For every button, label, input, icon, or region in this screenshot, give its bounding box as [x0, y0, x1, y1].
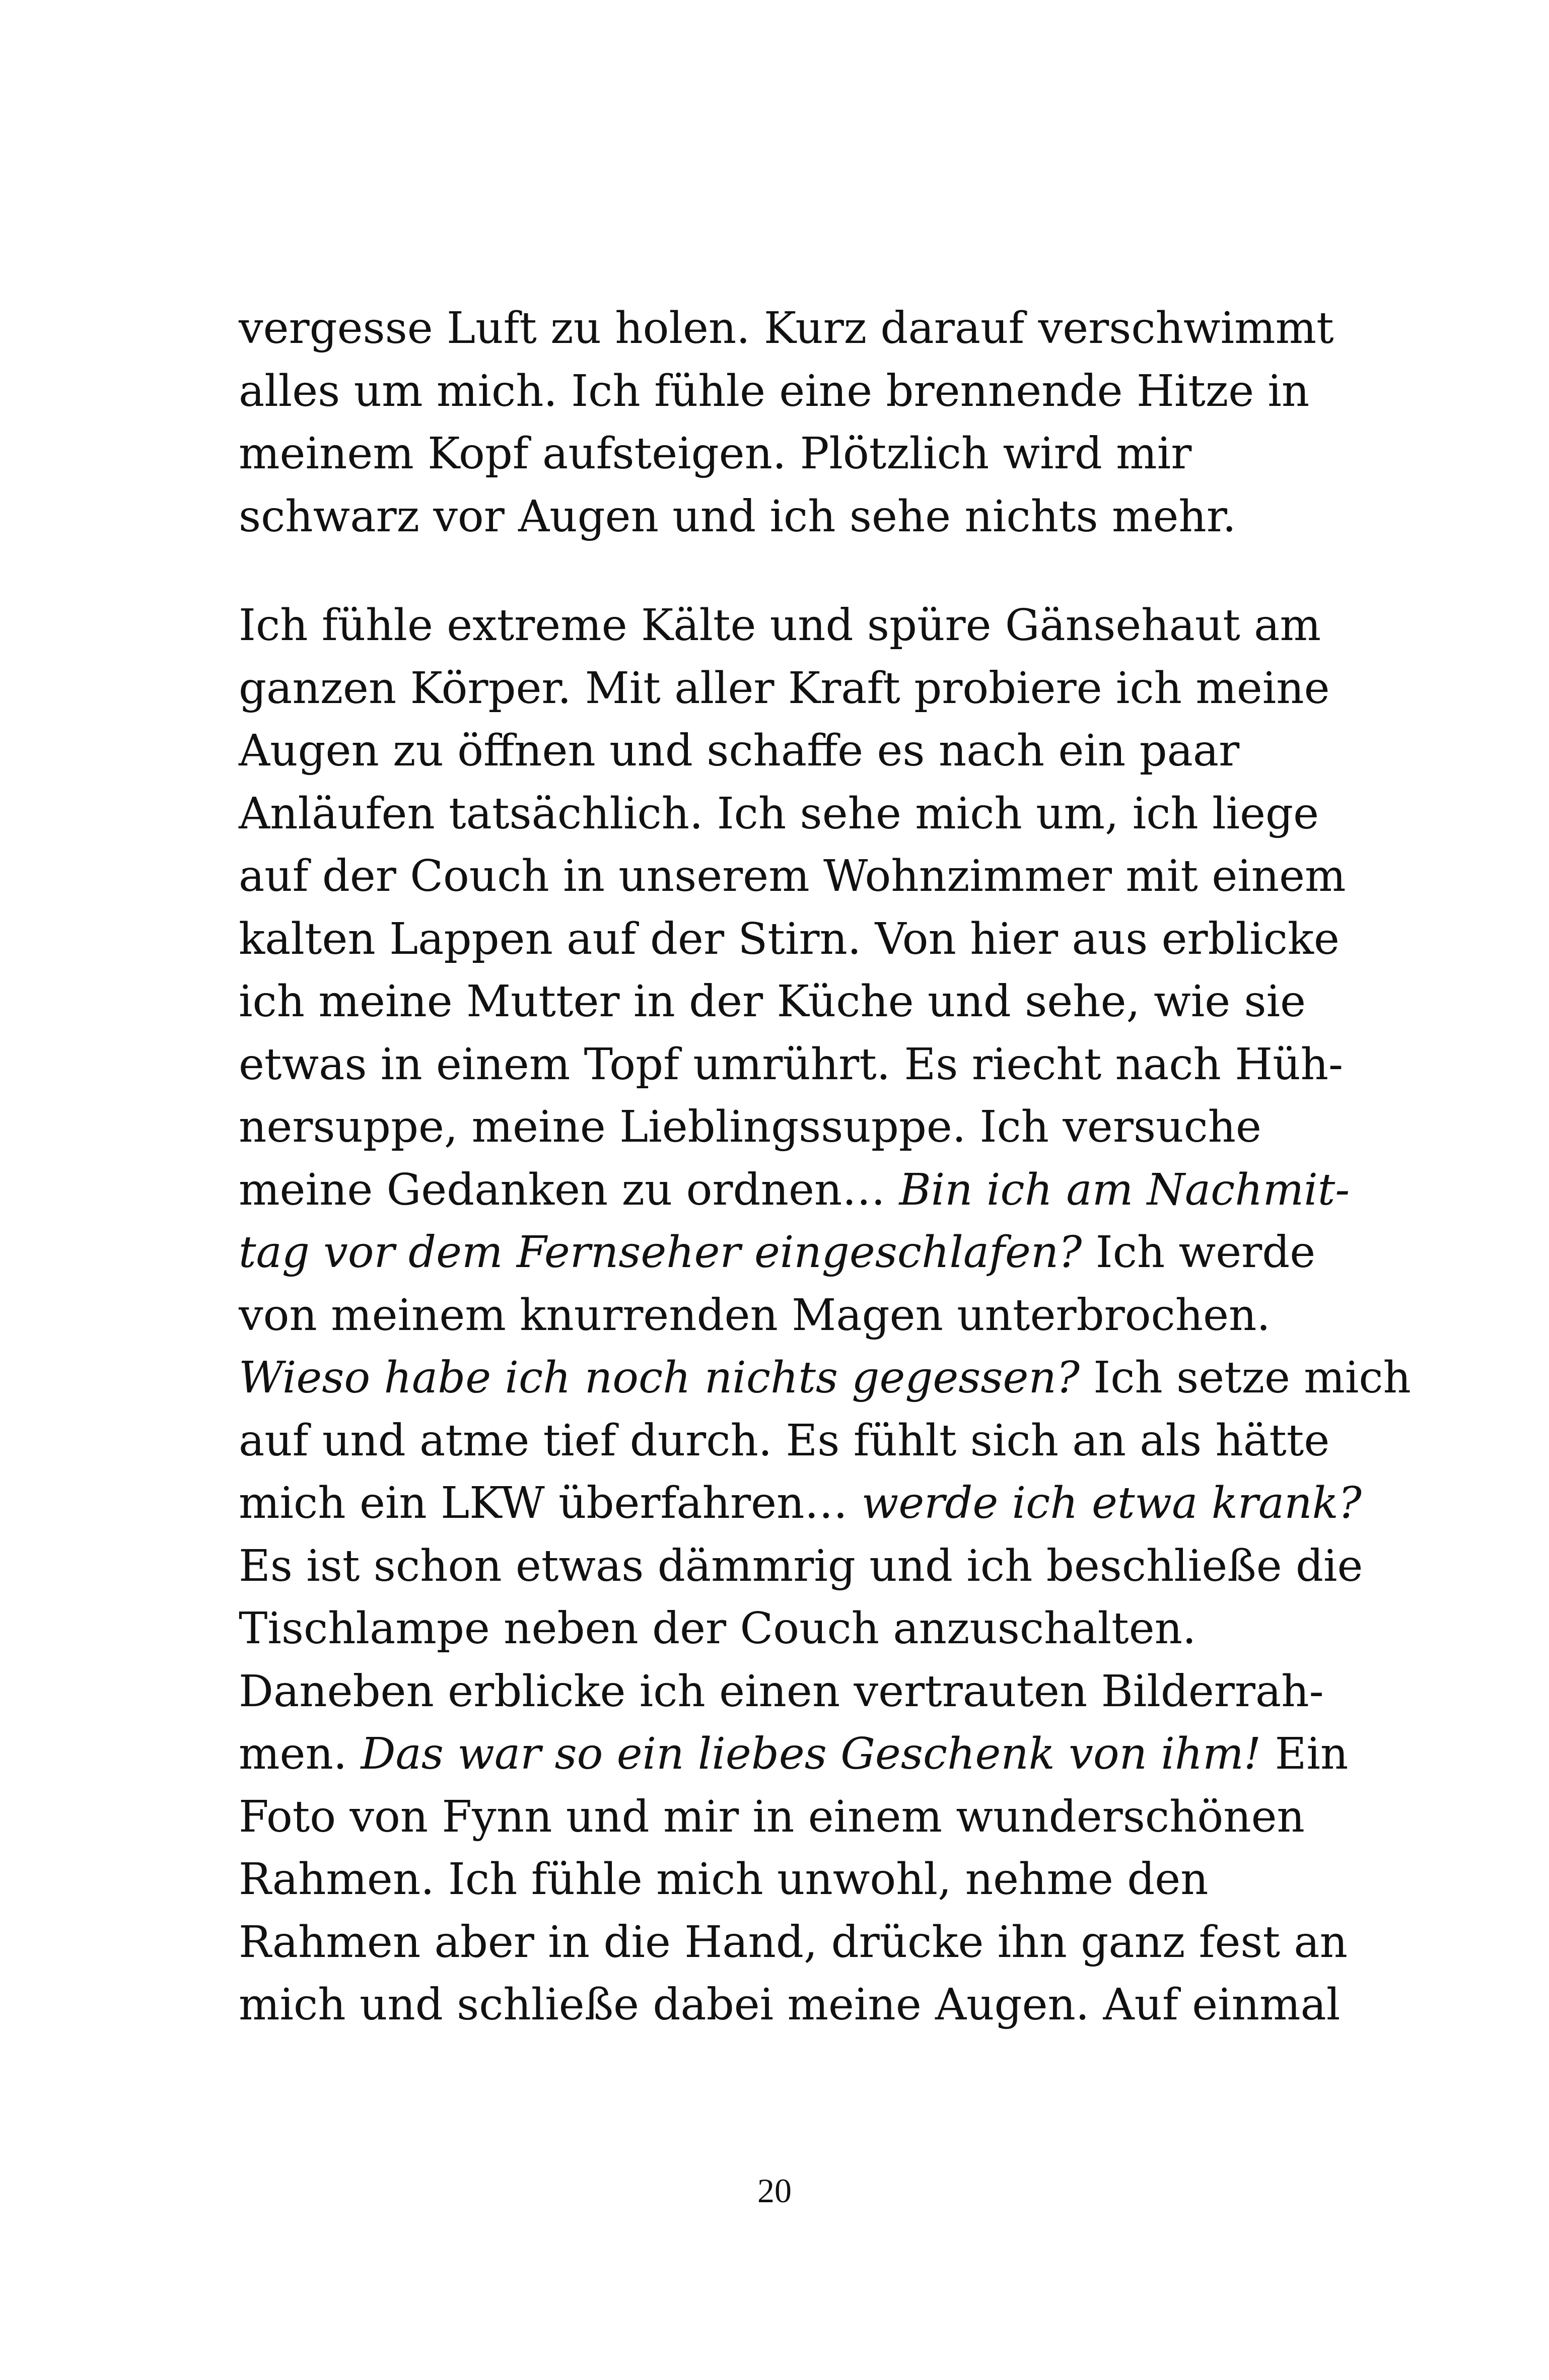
text-run: Es ist schon etwas dämmrig und ich beschließe die [239, 1541, 1363, 1591]
text-run: Daneben erblicke ich einen vertrauten Bilderrah- [239, 1666, 1324, 1717]
paragraph-2 [239, 594, 1411, 2037]
text-run: meinem Kopf aufsteigen. Plötzlich wird mir [239, 429, 1192, 479]
text-run: mich ein LKW überfahren… [239, 1478, 862, 1528]
text-line [239, 783, 1319, 846]
text-line [239, 970, 1306, 1033]
text-run: kalten Lappen auf der Stirn. Von hier aus erblicke [239, 914, 1340, 964]
text-line [239, 360, 1310, 423]
text-run: auf und atme tief durch. Es fühlt sich an als hätte [239, 1415, 1330, 1466]
text-run: Ich fühle extreme Kälte und spüre Gänsehaut am [239, 600, 1321, 651]
text-run: vergesse Luft zu holen. Kurz darauf verschwimmt [239, 303, 1334, 354]
italic-text: Wieso habe ich noch nichts gegessen? [239, 1353, 1080, 1403]
text-line [239, 1033, 1344, 1096]
italic-text: Bin ich am Nachmit- [899, 1164, 1350, 1215]
text-line [239, 1660, 1324, 1723]
text-line [239, 657, 1330, 720]
italic-text: Das war so ein liebes Geschenk von ihm! [361, 1729, 1261, 1779]
text-line [239, 1786, 1305, 1849]
text-run: Rahmen. Ich fühle mich unwohl, nehme den [239, 1854, 1209, 1905]
text-run: Anläufen tatsächlich. Ich sehe mich um, ich liege [239, 788, 1319, 839]
text-line [239, 908, 1340, 971]
text-line [239, 1221, 1316, 1284]
text-run: meine Gedanken zu ordnen… [239, 1164, 899, 1215]
text-run: alles um mich. Ich fühle eine brennende Hitze in [239, 366, 1310, 416]
text-line [239, 1159, 1350, 1222]
paragraph-1 [239, 297, 1334, 548]
text-line [239, 1911, 1348, 1974]
text-line [239, 1410, 1330, 1473]
text-run: Foto von Fynn und mir in einem wunderschönen [239, 1791, 1305, 1842]
text-line [239, 1472, 1362, 1535]
text-line [239, 1347, 1411, 1410]
text-line [239, 1535, 1363, 1598]
text-run: Ich werde [1082, 1227, 1316, 1278]
text-run: Augen zu öffnen und schaffe es nach ein paar [239, 726, 1240, 776]
text-run: auf der Couch in unserem Wohnzimmer mit einem [239, 851, 1346, 901]
text-line [239, 1974, 1341, 2037]
text-line [239, 720, 1301, 783]
text-line [239, 845, 1346, 908]
text-line [239, 1597, 1301, 1660]
text-run: Ich setze mich [1079, 1353, 1411, 1403]
text-run: ganzen Körper. Mit aller Kraft probiere ich meine [239, 663, 1330, 714]
page-number: 20 [757, 2172, 792, 2210]
text-line [239, 1848, 1301, 1911]
text-line [239, 594, 1321, 657]
text-run: von meinem knurrenden Magen unterbrochen. [239, 1290, 1271, 1341]
text-run: Tischlampe neben der Couch anzuschalten. [239, 1603, 1196, 1654]
text-run: etwas in einem Topf umrührt. Es riecht nach Hüh- [239, 1039, 1344, 1090]
text-line [239, 297, 1334, 360]
italic-text: tag vor dem Fernseher eingeschlafen? [239, 1227, 1082, 1278]
text-line [239, 423, 1301, 485]
text-run: Rahmen aber in die Hand, drücke ihn ganz fest an [239, 1917, 1348, 1968]
text-line [239, 1284, 1301, 1347]
text-run: men. [239, 1729, 361, 1779]
text-line [239, 485, 1301, 548]
italic-text: werde ich etwa krank? [861, 1478, 1362, 1528]
text-run: mich und schließe dabei meine Augen. Auf einmal [239, 1980, 1341, 2030]
text-run: ich meine Mutter in der Küche und sehe, wie sie [239, 976, 1306, 1027]
text-run: schwarz vor Augen und ich sehe nichts mehr. [239, 491, 1236, 542]
text-line [239, 1723, 1349, 1786]
text-line [239, 1096, 1301, 1159]
text-run: nersuppe, meine Lieblingssuppe. Ich versuche [239, 1102, 1261, 1152]
text-run: Ein [1261, 1729, 1349, 1779]
